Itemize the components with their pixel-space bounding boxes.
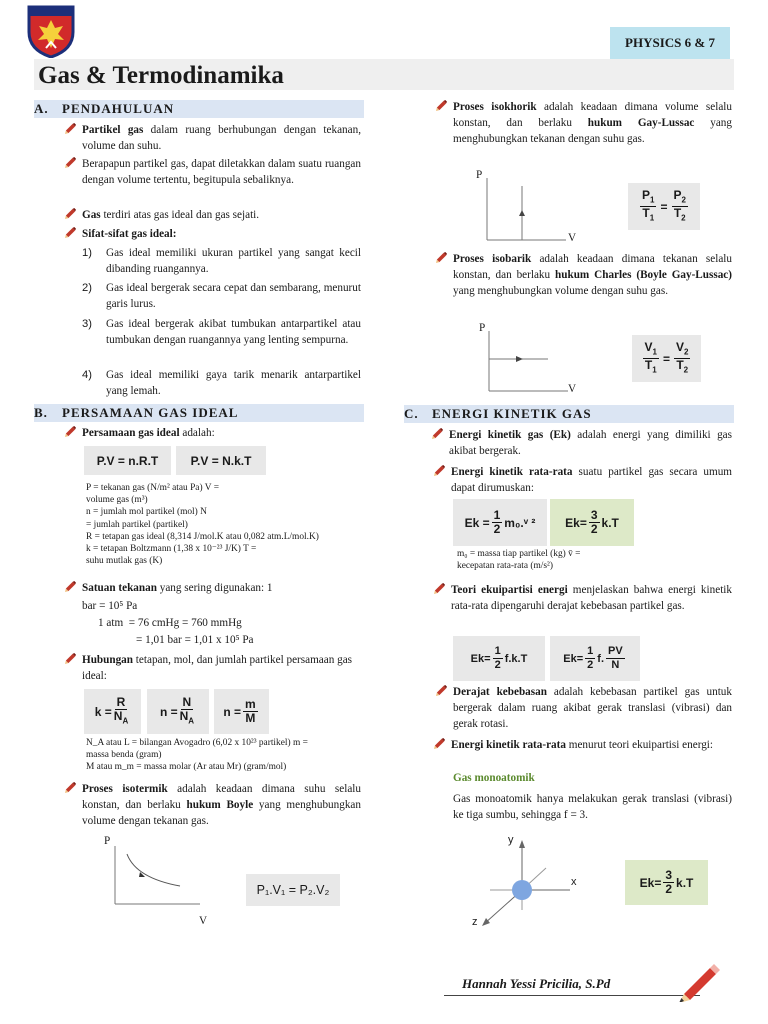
formula-ek-mono: Ek= $\frac{3}{2}$ k.T (625, 860, 708, 905)
footer-divider (444, 995, 700, 996)
bullet-isotermik: Proses isotermik adalah keadaan dimana suhu selalu konstan, dan berlaku hukum Boyle yang menghubungkan volume dengan tekanan gas. (82, 781, 361, 830)
formula-charles: $\frac{V_1}{T_1}$ = $\frac{V_2}{T_2}$ (632, 335, 701, 382)
formula-n-massa: n = $\frac{m}{M}$ (214, 689, 269, 734)
list-item: 2) Gas ideal bergerak secara cepat dan sembarang, menurut garis lurus. (82, 282, 361, 311)
bullet-ek-ekuipartisi: Energi kinetik rata-rata menurut teori ekuipartisi energi: (451, 737, 732, 753)
bullet-hubungan: Hubungan tetapan, mol, dan jumlah partikel persamaan gas ideal: (82, 652, 361, 684)
isobarik-graph (486, 331, 570, 395)
axis-v-label: V (199, 915, 208, 927)
subheading-monoatomik: Gas monoatomik (453, 772, 535, 784)
unit-bar: bar = 10⁵ Pa (82, 600, 138, 612)
formula-boyle: P₁.V₁ = P₂.V₂ (246, 874, 340, 906)
pencil-bullet-icon (64, 426, 77, 437)
pencil-decoration-icon (676, 962, 720, 1002)
bullet-ekuipartisi: Teori ekuipartisi energi menjelaskan bahwa energi kinetik rata-rata dipengaruhi derajat kebebasan partikel gas. (451, 582, 732, 614)
section-title: PERSAMAAN GAS IDEAL (62, 405, 239, 420)
list-item: 4) Gas ideal memiliki gaya tarik menarik antarpartikel yang lemah. (82, 369, 361, 398)
pencil-bullet-icon (433, 738, 446, 749)
section-letter: C. (404, 406, 419, 421)
definitions-list: P = tekanan gas (N/m² atau Pa) V = volume gas (m³) n = jumlah mol partikel (mol) N = jumlah partikel (partikel) R = tetapan gas ideal (8,314 J/mol.K atau 0,082 atm.L/mol.K) k = tetapan Boltzmann (1,38 x 10⁻²³ J/K) T = suhu mutlak gas (K) (86, 483, 319, 567)
list-item: 1) Gas ideal memiliki ukuran partikel yang sangat kecil dibanding ruangannya. (82, 247, 361, 276)
bullet-berapapun: Berapapun partikel gas, dapat diletakkan dalam suatu ruangan dengan volume tertentu, begitupula sebaliknya. (82, 156, 361, 188)
unit-atm: 1 atm = 76 cmHg = 760 mmHg (98, 617, 242, 629)
page-title: Gas & Termodinamika (38, 62, 284, 89)
pencil-bullet-icon (64, 157, 77, 168)
section-title: ENERGI KINETIK GAS (432, 406, 592, 421)
axis-z-label: z (472, 916, 478, 928)
formula-pv-nrt: P.V = n.R.T (84, 446, 171, 475)
section-a-header (34, 100, 364, 118)
bullet-sifat: Sifat-sifat gas ideal: (82, 226, 361, 242)
bullet-isobarik: Proses isobarik adalah keadaan dimana tekanan selalu konstan, dan berlaku hukum Charles (Boyle Gay-Lussac) yang menghubungkan volume dengan suhu gas. (453, 251, 732, 300)
axis-x-label: x (571, 876, 577, 888)
bullet-persamaan: Persamaan gas ideal adalah: (82, 425, 361, 441)
avogadro-notes: N_A atau L = bilangan Avogadro (6,02 x 10²³ partikel) m = massa benda (gram) M atau m_m = massa molar (Ar atau Mr) (gram/mol) (86, 738, 308, 773)
formula-gay-lussac: $\frac{P_1}{T_1}$ = $\frac{P_2}{T_2}$ (628, 183, 700, 230)
bullet-partikel-gas: Partikel gas dalam ruang berhubungan dengan tekanan, volume dan suhu. (82, 122, 361, 154)
axis-y-label: y (508, 834, 514, 846)
pencil-bullet-icon (64, 653, 77, 664)
monoatomik-text: Gas monoatomik hanya melakukan gerak translasi (vibrasi) ke tiga sumbu, sehingga f = 3. (453, 793, 732, 822)
pencil-bullet-icon (64, 227, 77, 238)
pencil-bullet-icon (431, 428, 444, 439)
formula-pv-nkt: P.V = N.k.T (176, 446, 266, 475)
school-logo-icon (26, 4, 76, 58)
section-b-header (34, 404, 364, 422)
m0-notes: m₀ = massa tiap partikel (kg) v̄ = kecepatan rata-rata (m/s²) (457, 549, 581, 572)
axis-p-label: P (104, 835, 111, 847)
axis-v-label: V (568, 383, 577, 395)
bullet-gas-jenis: Gas terdiri atas gas ideal dan gas sejati. (82, 207, 361, 223)
formula-ek-fkt: Ek= $\frac{1}{2}$ f.k.T (453, 636, 545, 681)
pencil-bullet-icon (64, 208, 77, 219)
subject-badge: PHYSICS 6 & 7 (610, 27, 730, 59)
isotherm-graph (112, 846, 202, 908)
axis-v-label: V (568, 232, 577, 244)
pencil-bullet-icon (64, 581, 77, 592)
section-title: PENDAHULUAN (62, 101, 175, 116)
axis-p-label: P (479, 322, 486, 334)
formula-k: k = $\frac{R}{N_A}$ (84, 689, 141, 734)
formula-ek-pv: Ek= $\frac{1}{2}$ f. $\frac{PV}{N}$ (550, 636, 640, 681)
bullet-derajat: Derajat kebebasan adalah kebebasan partikel gas untuk bergerak dalam ruang akibat gerak translasi (vibrasi) dan gerak rotasi. (453, 684, 732, 733)
pencil-bullet-icon (433, 465, 446, 476)
unit-atm-bar: = 1,01 bar = 1,01 x 10⁵ Pa (136, 634, 254, 646)
section-letter: A. (34, 101, 49, 116)
bullet-isokhorik: Proses isokhorik adalah keadaan dimana volume selalu konstan, dan berlaku hukum Gay-Lussac yang menghubungkan tekanan dengan suhu gas. (453, 99, 732, 148)
formula-n-avogadro: n = $\frac{N}{N_A}$ (147, 689, 209, 734)
axis-p-label: P (476, 169, 483, 181)
bullet-satuan: Satuan tekanan yang sering digunakan: 1 (82, 580, 361, 596)
pencil-bullet-icon (435, 100, 448, 111)
isokhorik-graph (484, 178, 568, 244)
section-letter: B. (34, 405, 48, 420)
pencil-bullet-icon (433, 583, 446, 594)
pencil-bullet-icon (435, 685, 448, 696)
author-name: Hannah Yessi Pricilia, S.Pd (462, 976, 611, 991)
pencil-bullet-icon (64, 782, 77, 793)
formula-ek-kt: Ek= $\frac{3}{2}$ k.T (550, 499, 634, 546)
pencil-bullet-icon (435, 252, 448, 263)
section-c-header (404, 405, 734, 423)
bullet-ek-rata: Energi kinetik rata-rata suatu partikel gas secara umum dapat dirumuskan: (451, 464, 732, 496)
formula-ek-mv2: Ek = $\frac{1}{2}$ m₀.ᵛ ² (453, 499, 547, 546)
bullet-energi-kinetik: Energi kinetik gas (Ek) adalah energi yang dimiliki gas akibat bergerak. (449, 427, 732, 459)
pencil-bullet-icon (64, 123, 77, 134)
list-item: 3) Gas ideal bergerak akibat tumbukan antarpartikel atau tumbukan dengan ruangannya yang lenting sempurna. (82, 318, 361, 347)
